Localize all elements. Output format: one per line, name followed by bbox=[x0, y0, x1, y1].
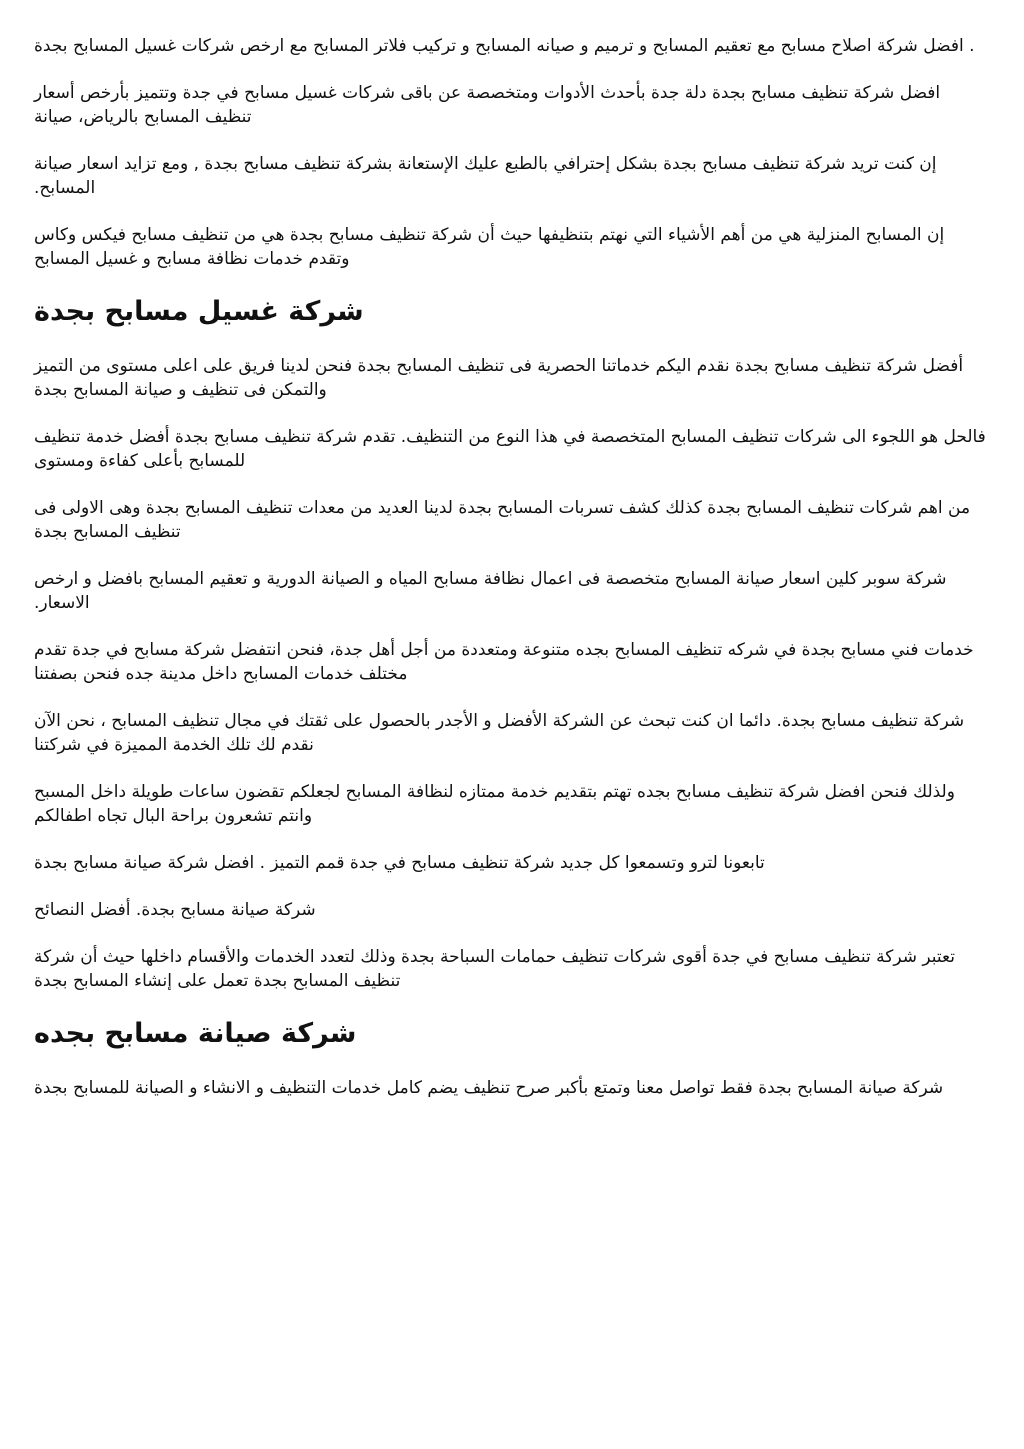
paragraph: فالحل هو اللجوء الى شركات تنظيف المسابح المتخصصة في هذا النوع من التنظيف. تقدم شركة تنظيف مسابح بجدة أفضل خدمة تنظيف للمسابح بأعلى كفاءة ومستوى bbox=[34, 427, 986, 471]
paragraph: افضل شركة تنظيف مسابح بجدة دلة جدة بأحدث الأدوات ومتخصصة عن باقى شركات غسيل مسابح في جدة وتتميز بأرخص أسعار تنظيف المسابح بالرياض، صيانة bbox=[34, 83, 941, 127]
paragraph: شركة صيانة المسابح بجدة فقط تواصل معنا وتمتع بأكبر صرح تنظيف يضم كامل خدمات التنظيف و الانشاء و الصيانة للمسابح بجدة bbox=[34, 1078, 944, 1098]
paragraph: إن كنت تريد شركة تنظيف مسابح بجدة بشكل إحترافي بالطبع عليك الإستعانة بشركة تنظيف مسابح بجدة , ومع تزايد اسعار صيانة المسابح. bbox=[34, 154, 937, 198]
paragraph: ولذلك فنحن افضل شركة تنظيف مسابح بجده تهتم بتقديم خدمة ممتازه لنظافة المسابح لجعلكم تقضون ساعات طويلة داخل المسبح وانتم تشعرون براحة البال تجاه اطفالكم bbox=[34, 782, 955, 826]
paragraph: . افضل شركة اصلاح مسابح مع تعقيم المسابح و ترميم و صيانه المسابح و تركيب فلاتر المسابح مع ارخص شركات غسيل المسابح بجدة bbox=[34, 36, 975, 56]
paragraph: خدمات فني مسابح بجدة في شركه تنظيف المسابح بجده متنوعة ومتعددة من أجل أهل جدة، فنحن انتفضل شركة مسابح في جدة تقدم مختلف خدمات المسابح داخل مدينة جده فنحن بصفتنا bbox=[34, 640, 974, 684]
paragraph: شركة تنظيف مسابح بجدة. دائما ان كنت تبحث عن الشركة الأفضل و الأجدر بالحصول على ثقتك في مجال تنظيف المسابح ، نحن الآن نقدم لك تلك الخدمة المميزة في شركتنا bbox=[34, 711, 965, 755]
section-heading: شركة غسيل مسابح بجدة bbox=[34, 296, 364, 327]
paragraph: تعتبر شركة تنظيف مسابح في جدة أقوى شركات تنظيف حمامات السباحة بجدة وذلك لتعدد الخدمات والأقسام داخلها حيث أن شركة تنظيف المسابح بجدة تعمل على إنشاء المسابح بجدة bbox=[34, 947, 955, 991]
paragraph: تابعونا لترو وتسمعوا كل جديد شركة تنظيف مسابح في جدة قمم التميز . افضل شركة صيانة مسابح بجدة bbox=[34, 853, 765, 873]
paragraph: من اهم شركات تنظيف المسابح بجدة كذلك كشف تسربات المسابح بجدة لدينا العديد من معدات تنظيف المسابح بجدة وهى الاولى فى تنظيف المسابح بجدة bbox=[34, 498, 971, 542]
paragraph: شركة سوبر كلين اسعار صيانة المسابح متخصصة فى اعمال نظافة مسابح المياه و الصيانة الدورية و تعقيم المسابح بافضل و ارخص الاسعار. bbox=[34, 569, 947, 613]
paragraph: أفضل شركة تنظيف مسابح بجدة نقدم اليكم خدماتنا الحصرية فى تنظيف المسابح بجدة فنحن لدينا فريق على اعلى مستوى من التميز والتمكن فى تنظيف و صيانة المسابح بجدة bbox=[34, 356, 964, 400]
paragraph: شركة صيانة مسابح بجدة. أفضل النصائح bbox=[34, 900, 316, 920]
section-heading: شركة صيانة مسابح بجده bbox=[34, 1018, 357, 1049]
paragraph: إن المسابح المنزلية هي من أهم الأشياء التي نهتم بتنظيفها حيث أن شركة تنظيف مسابح بجدة هي من تنظيف مسابح فيكس وكاس وتقدم خدمات نظافة مسابح و غسيل المسابح bbox=[34, 225, 945, 269]
